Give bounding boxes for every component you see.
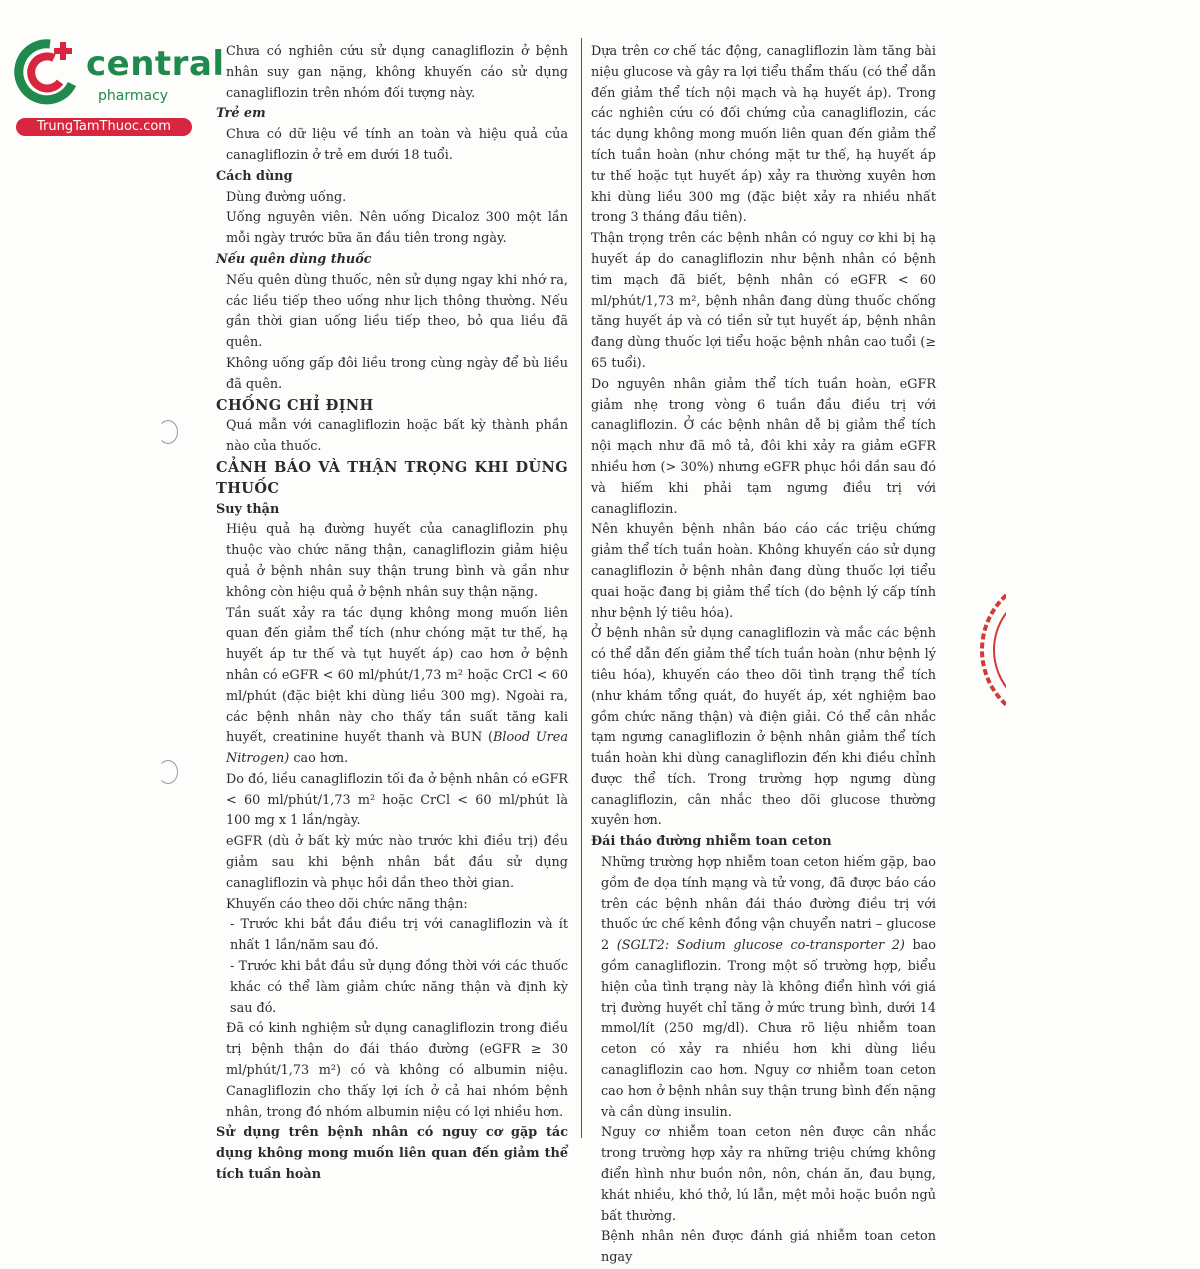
logo-sub: pharmacy	[98, 88, 169, 104]
subheading-su-dung: Sử dụng trên bệnh nhân có nguy cơ gặp tác dụng không mong muốn liên quan đến giảm thể tích tuần hoàn	[216, 1125, 568, 1183]
paragraph	[591, 853, 936, 1123]
paragraph: Nên khuyên bệnh nhân báo cáo các triệu chứng giảm thể tích tuần hoàn. Không khuyến cáo sử dụng canagliflozin ở bệnh nhân đang dùng thuốc lợi tiểu quai hoặc đang bị giảm thể tích (do bệnh lý cấp tính như bệnh lý tiêu hóa).	[591, 522, 936, 621]
bullet-item: - Trước khi bắt đầu sử dụng đồng thời với các thuốc khác có thể làm giảm chức năng thận và định kỳ sau đó.	[230, 959, 568, 1016]
paragraph: Chưa có nghiên cứu sử dụng canagliflozin ở bệnh nhân suy gan nặng, không khuyến cáo sử dụng canagliflozin trên nhóm đối tượng này.	[226, 44, 568, 101]
paragraph: Đã có kinh nghiệm sử dụng canagliflozin trong điều trị bệnh thận do đái tháo đường (eGFR ≥ 30 ml/phút/1,73 m²) có và không có albumin niệu. Canagliflozin cho thấy lợi ích ở cả hai nhóm bệnh nhân, trong đó nhóm albumin niệu có lợi nhiều hơn.	[226, 1021, 568, 1120]
left-column	[216, 42, 568, 1186]
text-run: bao gồm canagliflozin. Trong một số trường hợp, biểu hiện của tình trạng này là không điển hình với giá trị đường huyết chỉ tăng ở mức trung bình, dưới 14 mmol/lít (250 mg/dl). Chưa rõ liệu nhiễm toan ceton có xảy ra nhiều hơn khi dùng liều canagliflozin cao hơn. Nguy cơ nhiễm toan ceton cao hơn ở bệnh nhân suy thận trung bình đến nặng và cần dùng insulin.	[601, 938, 936, 1120]
right-column	[591, 42, 936, 1269]
paragraph: Thận trọng trên các bệnh nhân có nguy cơ khi bị hạ huyết áp do canagliflozin như bệnh nhân có bệnh tim mạch đã biết, bệnh nhân có eGFR < 60 ml/phút/1,73 m², bệnh nhân đang dùng thuốc chống tăng huyết áp và có tiền sử tụt huyết áp, bệnh nhân đang dùng thuốc lợi tiểu hoặc bệnh nhân cao tuổi (≥ 65 tuổi).	[591, 231, 936, 371]
subheading-suy-than: Suy thận	[216, 501, 280, 517]
subheading-tre-em: Trẻ em	[216, 106, 266, 122]
paragraph: Ở bệnh nhân sử dụng canagliflozin và mắc các bệnh có thể dẫn đến giảm thể tích tuần hoàn (như bệnh lý tiêu hóa), khuyến cáo theo dõi tình trạng thể tích (như khám tổng quát, đo huyết áp, xét nghiệm bao gồm chức năng thận) và điện giải. Có thể cân nhắc tạm ngưng canagliflozin ở bệnh nhân giảm thể tích tuần hoàn khi dùng canagliflozin đến khi điều chỉnh được thể tích. Trong trường hợp ngưng dùng canagliflozin, cân nhắc theo dõi glucose thường xuyên hơn.	[591, 626, 936, 829]
paragraph: Khuyến cáo theo dõi chức năng thận:	[226, 896, 468, 912]
subheading-cach-dung: Cách dùng	[216, 168, 293, 184]
paragraph: Do nguyên nhân giảm thể tích tuần hoàn, eGFR giảm nhẹ trong vòng 6 tuần đầu điều trị với canagliflozin. Ở các bệnh nhân dễ bị giảm thể tích nội mạch như đã mô tả, đôi khi xảy ra giảm eGFR nhiều hơn (> 30%) nhưng eGFR phục hồi dần sau đó và hiếm khi phải tạm ngưng điều trị với canagliflozin.	[591, 376, 936, 517]
column-divider	[581, 38, 582, 1138]
paragraph: Nếu quên dùng thuốc, nên sử dụng ngay khi nhớ ra, các liều tiếp theo uống như lịch thông thường. Nếu gần thời gian uống liều tiếp theo, bỏ qua liều đã quên.	[226, 272, 568, 351]
text-run: Những trường hợp nhiễm toan ceton hiếm gặp, bao gồm đe dọa tính mạng và tử vong, đã được báo cáo trên các bệnh nhân đái tháo đường điều trị với thuốc ức chế kênh đồng vận chuyển natri – glucose 2	[601, 855, 936, 954]
paragraph: Uống nguyên viên. Nên uống Dicaloz 300 một lần mỗi ngày trước bữa ăn đầu tiên trong ngày.	[226, 210, 568, 247]
logo-mark-icon	[10, 36, 82, 108]
paragraph: eGFR (dù ở bất kỳ mức nào trước khi điều trị) đều giảm sau khi bệnh nhân bắt đầu sử dụng canagliflozin và phục hồi dần theo thời gian.	[226, 834, 568, 891]
heading-canh-bao: CẢNH BÁO VÀ THẬN TRỌNG KHI DÙNG THUỐC	[216, 458, 568, 497]
logo-website-badge: TrungTamThuoc.com	[16, 118, 192, 136]
logo-brand: central	[86, 44, 225, 84]
binder-hole-bottom	[158, 760, 178, 784]
paragraph: Không uống gấp đôi liều trong cùng ngày để bù liều đã quên.	[226, 355, 568, 392]
subheading-dai-thao-duong: Đái tháo đường nhiễm toan ceton	[591, 834, 832, 850]
bullet-item: - Trước khi bắt đầu điều trị với canagliflozin và ít nhất 1 lần/năm sau đó.	[230, 917, 568, 954]
paragraph: Quá mẫn với canagliflozin hoặc bất kỳ thành phần nào của thuốc.	[226, 418, 568, 455]
heading-chong-chi-dinh: CHỐNG CHỈ ĐỊNH	[216, 396, 374, 414]
italic-run: (SGLT2: Sodium glucose co-transporter 2)	[616, 938, 905, 954]
paragraph: Dùng đường uống.	[226, 189, 347, 205]
text-run: Tần suất xảy ra tác dụng không mong muốn liên quan đến giảm thể tích (như chóng mặt tư thế, hạ huyết áp tư thế và tụt huyết áp) cao hơn ở bệnh nhân có eGFR < 60 ml/phút/1,73 m² hoặc CrCl < 60 ml/phút (đặc biệt khi dùng liều 300 mg). Ngoài ra, các bệnh nhân này cho thấy tần suất tăng kali huyết, creatinine huyết thanh và BUN (	[226, 605, 568, 746]
paragraph: Nguy cơ nhiễm toan ceton nên được cân nhắc trong trường hợp xảy ra những triệu chứng không điển hình như buồn nôn, nôn, chán ăn, đau bụng, khát nhiều, khó thở, lú lẫn, mệt mỏi hoặc buồn ngủ bất thường.	[601, 1125, 936, 1224]
italic-run: Blood Urea Nitrogen)	[226, 730, 568, 767]
paragraph: Bệnh nhân nên được đánh giá nhiễm toan ceton ngay	[601, 1229, 936, 1266]
paragraph: Hiệu quả hạ đường huyết của canagliflozin phụ thuộc vào chức năng thận, canagliflozin giảm hiệu quả ở bệnh nhân suy thận trung bình và gần như không còn hiệu quả ở bệnh nhân suy thận nặng.	[226, 522, 568, 600]
paragraph	[216, 604, 568, 770]
subheading-neu-quen: Nếu quên dùng thuốc	[216, 251, 372, 267]
text-run: cao hơn.	[289, 751, 349, 767]
paragraph: Do đó, liều canagliflozin tối đa ở bệnh nhân có eGFR < 60 ml/phút/1,73 m² hoặc CrCl < 60 ml/phút là 100 mg x 1 lần/ngày.	[226, 771, 568, 829]
paragraph: Chưa có dữ liệu về tính an toàn và hiệu quả của canagliflozin ở trẻ em dưới 18 tuổi.	[226, 127, 568, 163]
paragraph: Dựa trên cơ chế tác động, canagliflozin làm tăng bài niệu glucose và gây ra lợi tiểu thẩm thấu (có thể dẫn đến giảm thể tích nội mạch và hạ huyết áp). Trong các nghiên cứu có đối chứng của canagliflozin, các tác dụng không mong muốn liên quan đến giảm thể tích tuần hoàn (như chóng mặt tư thế, hạ huyết áp tư thế hoặc tụt huyết áp) xảy ra thường xuyên hơn khi dùng liều 300 mg (đặc biệt xảy ra nhiều nhất trong 3 tháng đầu tiên).	[591, 44, 936, 226]
red-stamp-edge	[976, 580, 1006, 720]
binder-hole-top	[158, 420, 178, 444]
